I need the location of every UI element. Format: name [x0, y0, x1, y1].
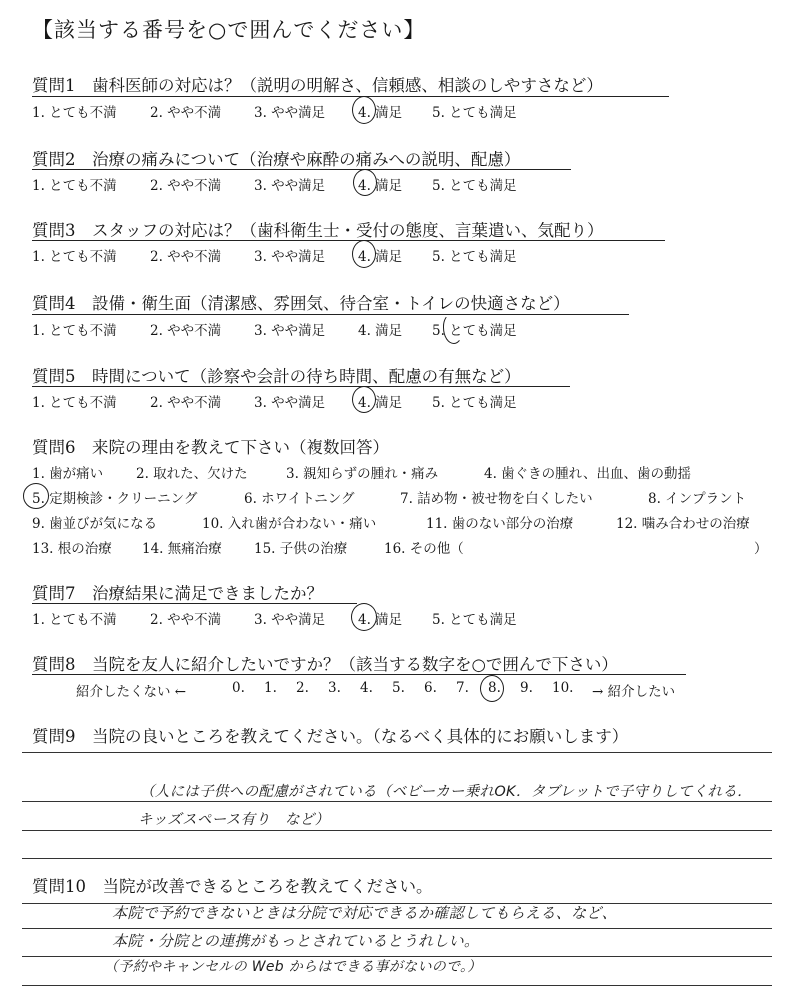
q7-option-1[interactable]: 1. とても不満 — [32, 612, 117, 628]
q3-title: 質問3 スタッフの対応は？（歯科衛生士・受付の態度、言葉遣い、気配り） — [32, 221, 604, 240]
q6-answer-circle — [23, 483, 49, 509]
q1-option-5[interactable]: 5. とても満足 — [432, 105, 517, 121]
form-header: 【該当する番号を○で囲んでください】 — [32, 18, 426, 42]
q4-option-5[interactable]: 5. とても満足 — [432, 323, 517, 339]
q4-option-4[interactable]: 4. 満足 — [358, 323, 403, 339]
q10-handwritten-answer-line-2: 本院・分院との連携がもっとされているとうれしい。 — [112, 932, 480, 950]
q9-writing-line — [22, 752, 772, 753]
q8-answer-circle — [480, 675, 504, 702]
q6-option-16[interactable]: 16. その他（ — [384, 541, 464, 557]
q8-value-10[interactable]: 10. — [552, 680, 574, 696]
q8-value-2[interactable]: 2. — [296, 680, 309, 696]
q7-title: 質問7 治療結果に満足できましたか？ — [32, 584, 323, 603]
q8-value-4[interactable]: 4. — [360, 680, 373, 696]
q9-handwritten-answer-line-2: キッズスペース有り など） — [138, 812, 330, 828]
q2-option-5[interactable]: 5. とても満足 — [432, 178, 517, 194]
q2-option-2[interactable]: 2. やや不満 — [150, 178, 222, 194]
q3-answer-circle — [352, 240, 376, 268]
q8-value-3[interactable]: 3. — [328, 680, 341, 696]
q8-value-0[interactable]: 0. — [232, 680, 245, 696]
q5-option-2[interactable]: 2. やや不満 — [150, 395, 222, 411]
q5-answer-circle — [352, 386, 376, 413]
q4-option-2[interactable]: 2. やや不満 — [150, 323, 222, 339]
q3-option-1[interactable]: 1. とても不満 — [32, 249, 117, 265]
q8-value-7[interactable]: 7. — [456, 680, 469, 696]
q1-option-4[interactable]: 4. 満足 — [358, 105, 403, 121]
q4-answer-circle — [443, 314, 463, 344]
q9-title: 質問9 当院の良いところを教えてください。（なるべく具体的にお願いします） — [32, 727, 629, 746]
q6-option-4[interactable]: 4. 歯ぐきの腫れ、出血、歯の動揺 — [484, 466, 691, 482]
q9-writing-line — [22, 830, 772, 831]
q10-handwritten-answer-line-1: 本院で予約できないときは分院で対応できるか確認してもらえる、など、 — [112, 904, 617, 922]
q1-underline — [32, 96, 669, 97]
q1-option-1[interactable]: 1. とても不満 — [32, 105, 117, 121]
q3-underline — [32, 240, 665, 241]
q10-writing-line — [22, 985, 772, 986]
q2-title: 質問2 治療の痛みについて（治療や麻酔の痛みへの説明、配慮） — [32, 150, 521, 169]
q6-option-14[interactable]: 14. 無痛治療 — [142, 541, 222, 557]
q6-option-11[interactable]: 11. 歯のない部分の治療 — [426, 516, 574, 532]
q5-option-3[interactable]: 3. やや満足 — [254, 395, 326, 411]
q6-option-2[interactable]: 2. 取れた、欠けた — [136, 466, 248, 482]
q1-option-2[interactable]: 2. やや不満 — [150, 105, 222, 121]
q7-option-3[interactable]: 3. やや満足 — [254, 612, 326, 628]
q8-value-1[interactable]: 1. — [264, 680, 277, 696]
q6-title: 質問6 来院の理由を教えて下さい（複数回答） — [32, 438, 389, 457]
q5-title: 質問5 時間について（診察や会計の待ち時間、配慮の有無など） — [32, 367, 521, 386]
q8-underline — [32, 674, 686, 675]
q4-option-1[interactable]: 1. とても不満 — [32, 323, 117, 339]
q8-title: 質問8 当院を友人に紹介したいですか？（該当する数字を○で囲んで下さい） — [32, 655, 618, 674]
q8-value-6[interactable]: 6. — [424, 680, 437, 696]
q8-value-9[interactable]: 9. — [520, 680, 533, 696]
q7-option-5[interactable]: 5. とても満足 — [432, 612, 517, 628]
q6-option-15[interactable]: 15. 子供の治療 — [254, 541, 348, 557]
q4-title: 質問4 設備・衛生面（清潔感、雰囲気、待合室・トイレの快適さなど） — [32, 294, 570, 313]
q6-option-12[interactable]: 12. 噛み合わせの治療 — [616, 516, 750, 532]
q5-option-4[interactable]: 4. 満足 — [358, 395, 403, 411]
q7-option-2[interactable]: 2. やや不満 — [150, 612, 222, 628]
q6-option-10[interactable]: 10. 入れ歯が合わない・痛い — [202, 516, 377, 532]
q7-underline — [32, 603, 357, 604]
q8-value-5[interactable]: 5. — [392, 680, 405, 696]
q2-option-3[interactable]: 3. やや満足 — [254, 178, 326, 194]
q2-option-4[interactable]: 4. 満足 — [358, 178, 403, 194]
q6-other-close-paren: ） — [754, 541, 768, 557]
q9-handwritten-answer-line-1: （人には子供への配慮がされている（ベビーカー乗れOK．タブレットで子守りしてくれる． — [140, 784, 752, 800]
q2-underline — [32, 169, 571, 170]
q3-option-5[interactable]: 5. とても満足 — [432, 249, 517, 265]
q1-title: 質問1 歯科医師の対応は？（説明の明解さ、信頼感、相談のしやすさなど） — [32, 76, 603, 95]
q6-option-1[interactable]: 1. 歯が痛い — [32, 466, 104, 482]
q6-option-6[interactable]: 6. ホワイトニング — [244, 491, 355, 507]
q5-option-5[interactable]: 5. とても満足 — [432, 395, 517, 411]
q7-option-4[interactable]: 4. 満足 — [358, 612, 403, 628]
q3-option-3[interactable]: 3. やや満足 — [254, 249, 326, 265]
q6-option-3[interactable]: 3. 親知らずの腫れ・痛み — [286, 466, 439, 482]
q6-option-13[interactable]: 13. 根の治療 — [32, 541, 112, 557]
q10-writing-line — [22, 928, 772, 929]
q6-option-9[interactable]: 9. 歯並びが気になる — [32, 516, 158, 532]
q9-writing-line — [22, 858, 772, 859]
q7-answer-circle — [351, 603, 377, 631]
q4-option-3[interactable]: 3. やや満足 — [254, 323, 326, 339]
q5-underline — [32, 386, 570, 387]
q10-title: 質問10 当院が改善できるところを教えてください。 — [32, 877, 433, 896]
q6-option-5[interactable]: 5. 定期検診・クリーニング — [32, 491, 198, 507]
q2-answer-circle — [353, 169, 377, 196]
q5-option-1[interactable]: 1. とても不満 — [32, 395, 117, 411]
q2-option-1[interactable]: 1. とても不満 — [32, 178, 117, 194]
q8-value-8[interactable]: 8. — [488, 680, 501, 696]
q9-writing-line — [22, 801, 772, 802]
q3-option-4[interactable]: 4. 満足 — [358, 249, 403, 265]
q3-option-2[interactable]: 2. やや不満 — [150, 249, 222, 265]
q4-underline — [32, 314, 629, 315]
q1-option-3[interactable]: 3. やや満足 — [254, 105, 326, 121]
q8-right-label: → 紹介したい — [592, 684, 676, 700]
q1-answer-circle — [352, 96, 376, 124]
q6-option-7[interactable]: 7. 詰め物・被せ物を白くしたい — [400, 491, 593, 507]
q8-left-label: 紹介したくない ← — [76, 684, 187, 700]
q10-handwritten-answer-line-3: （予約やキャンセルの Web からはできる事がないので。） — [104, 959, 482, 975]
q6-option-8[interactable]: 8. インプラント — [648, 491, 747, 507]
